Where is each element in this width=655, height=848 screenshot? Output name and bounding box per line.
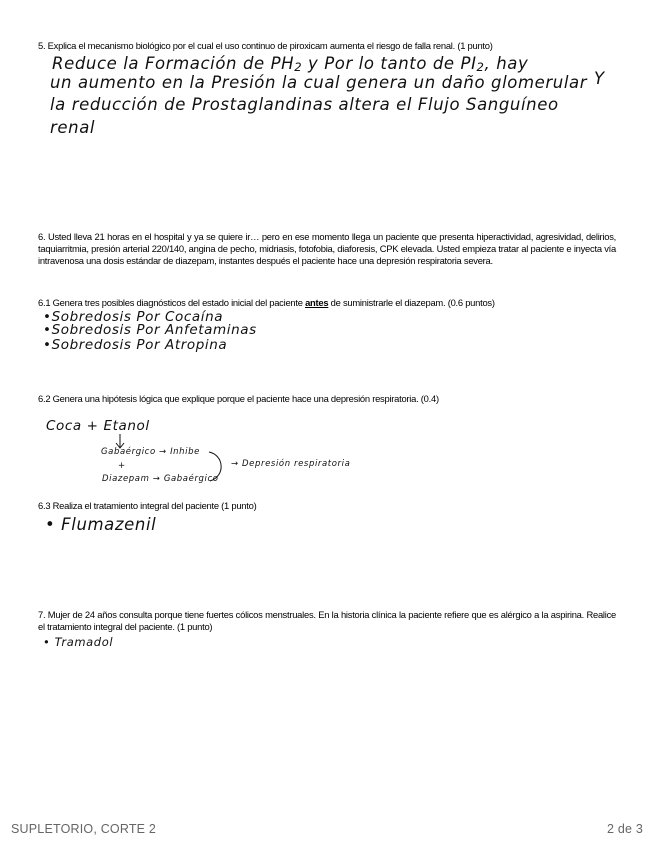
footer-page-number: 2 de 3	[607, 822, 643, 836]
question-6-3-prompt: 6.3 Realiza el tratamiento integral del paciente (1 punto)	[38, 500, 257, 511]
diagram-result: → Depresión respiratoria	[231, 459, 351, 469]
question-5-answer-line-4: renal	[50, 118, 96, 137]
question-6-3-answer: • Flumazenil	[45, 515, 157, 534]
question-5-answer-line-2: un aumento en la Presión la cual genera un daño glomerular	[50, 73, 588, 92]
question-5-answer-line-1: Reduce la Formación de $PH_2$ y Por lo tanto de $PI_2$, hay	[52, 54, 529, 74]
question-5-answer-line-3: la reducción de Prostaglandinas altera el Flujo Sanguíneo	[50, 95, 559, 114]
diagram-title: Coca + Etanol	[46, 418, 150, 434]
question-5-prompt: 5. Explica el mecanismo biológico por el cual el uso continuo de piroxicam aumenta el riesgo de falla renal. (1 punto)	[38, 40, 493, 51]
question-6-1-answer-1: •Sobredosis Por Cocaína	[43, 309, 224, 325]
question-6-1-answer-3: •Sobredosis Por Atropina	[43, 337, 228, 353]
question-7-answer: • Tramadol	[43, 635, 114, 649]
footer-exam-title: SUPLETORIO, CORTE 2	[11, 822, 157, 836]
question-6-1-emphasis: antes	[305, 297, 329, 308]
diagram-plus: +	[118, 461, 126, 471]
diagram-line-1: Gabaérgico → Inhibe	[101, 447, 200, 457]
question-6-prompt: 6. Usted lleva 21 horas en el hospital y ya se quiere ir… pero en ese momento llega un paciente que presenta hiperactividad, agresividad, delirios, taquiarritmia, presión arterial 220/140, angina de pecho, midriasis, fotofobia, diaforesis, CPK elevada. Usted empieza tratar al paciente e inyecta vía intravenosa una dosis estándar de diazepam, instantes después el paciente hace una depresión respiratoria severa.	[38, 231, 616, 267]
question-6-1-answer-2: •Sobredosis Por Anfetaminas	[43, 322, 257, 338]
question-6-1-prompt: 6.1 Genera tres posibles diagnósticos del estado inicial del paciente antes de suministrarle el diazepam. (0.6 puntos)	[38, 297, 495, 308]
question-7-prompt: 7. Mujer de 24 años consulta porque tiene fuertes cólicos menstruales. En la historia clínica la paciente refiere que es alérgico a la aspirina. Realice el tratamiento integral del paciente. (1 punto)	[38, 609, 616, 633]
question-6-2-prompt: 6.2 Genera una hipótesis lógica que explique porque el paciente hace una depresión respiratoria. (0.4)	[38, 393, 439, 404]
question-5-answer-y: Y	[594, 69, 605, 88]
diagram-line-2: Diazepam → Gabaérgico	[102, 474, 219, 484]
